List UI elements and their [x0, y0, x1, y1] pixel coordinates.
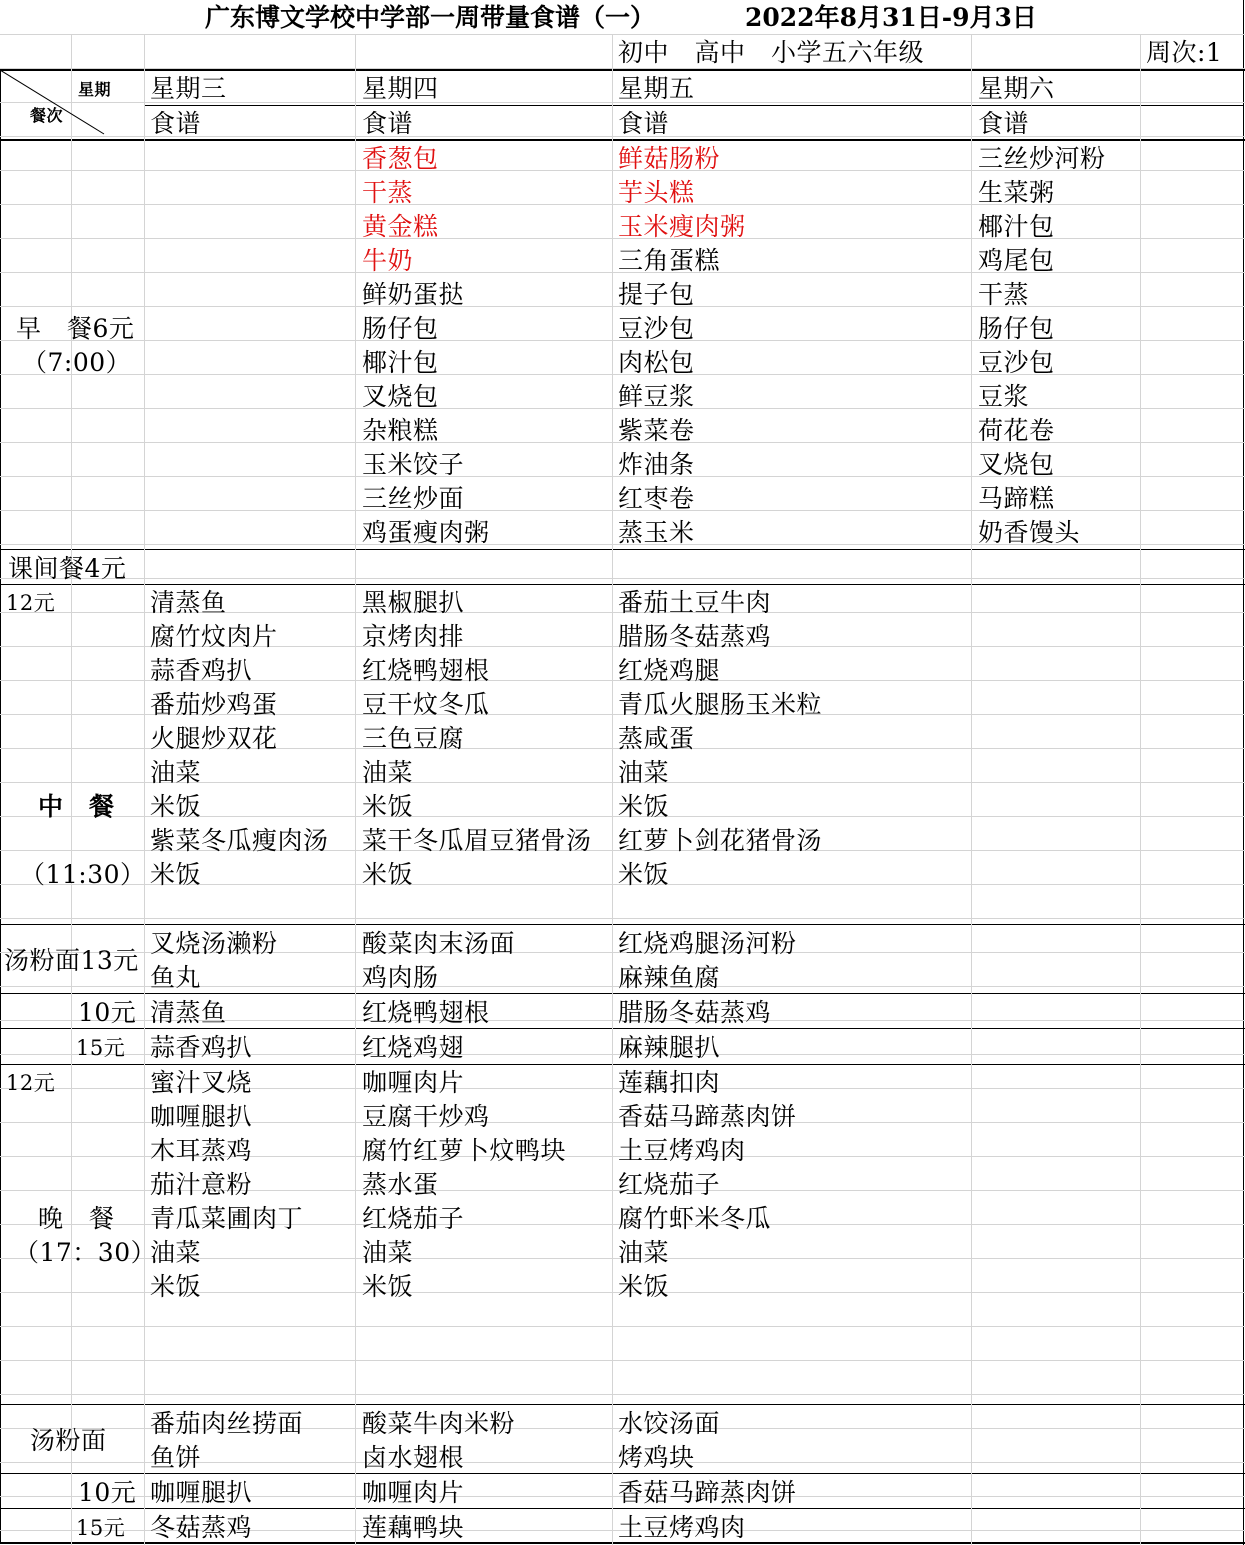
day-header-fri: 星期五 — [618, 74, 695, 103]
breakfast-time: （7:00） — [22, 348, 132, 377]
recipe-label-fri: 食谱 — [618, 109, 670, 138]
lunch-noodle-label: 汤粉面13元 — [4, 946, 139, 975]
table-border — [0, 1404, 1245, 1405]
breakfast-sat-dish: 奶香馒头 — [978, 518, 1081, 547]
lunch-thu-dish: 米饭 — [362, 860, 414, 889]
lunch-wed-dish: 紫菜冬瓜瘦肉汤 — [150, 826, 329, 855]
breakfast-thu-dish: 玉米饺子 — [362, 450, 465, 479]
breakfast-thu-dish: 牛奶 — [362, 246, 414, 275]
dinner-wed-dish: 米饭 — [150, 1272, 202, 1301]
breakfast-fri-dish: 肉松包 — [618, 348, 695, 377]
snack-label: 课间餐4元 — [8, 554, 127, 583]
dinner-thu-dish: 油菜 — [362, 1238, 414, 1267]
grid-line — [0, 918, 1245, 919]
breakfast-sat-dish: 鸡尾包 — [978, 246, 1055, 275]
breakfast-thu-dish: 肠仔包 — [362, 314, 439, 343]
breakfast-label: 早 餐6元 — [16, 314, 135, 343]
dinner-thu-dish: 咖喱肉片 — [362, 1068, 465, 1097]
dinner-noodle-wed-dish: 番茄肉丝捞面 — [150, 1409, 304, 1438]
lunch-thu-dish: 米饭 — [362, 792, 414, 821]
lunch-noodle-fri-dish: 麻辣鱼腐 — [618, 963, 721, 992]
dinner-noodle-thu-dish: 酸菜牛肉米粉 — [362, 1409, 516, 1438]
lunch-wed-dish: 火腿炒双花 — [150, 724, 278, 753]
table-border — [1243, 0, 1244, 1545]
grid-line — [1140, 34, 1141, 1545]
breakfast-fri-dish: 玉米瘦肉粥 — [618, 212, 746, 241]
dinner-noodle-wed-dish: 鱼饼 — [150, 1443, 202, 1472]
grid-line — [0, 1326, 1245, 1327]
lunch-fri-dish: 油菜 — [618, 758, 670, 787]
lunch-noodle-wed-dish: 鱼丸 — [150, 963, 202, 992]
dinner-fri-dish: 香菇马蹄蒸肉饼 — [618, 1102, 797, 1131]
grid-line — [355, 34, 356, 1545]
table-border — [0, 69, 1, 1544]
dinner-noodle-label: 汤粉面 — [30, 1426, 107, 1455]
grid-line — [0, 1360, 1245, 1361]
lunch-fri-dish: 腊肠冬菇蒸鸡 — [618, 622, 772, 651]
header-meal-label: 餐次 — [30, 106, 64, 125]
date-range: 2022年8月31日-9月3日 — [745, 3, 1037, 32]
dinner-wed-dish: 木耳蒸鸡 — [150, 1136, 253, 1165]
lunch-wed-dish: 油菜 — [150, 758, 202, 787]
grade-levels: 初中 高中 小学五六年级 — [618, 38, 925, 67]
breakfast-fri-dish: 豆沙包 — [618, 314, 695, 343]
grid-line — [0, 1394, 1245, 1395]
dinner-wed-dish: 咖喱腿扒 — [150, 1102, 253, 1131]
lunch-fri-dish: 红萝卜剑花猪骨汤 — [618, 826, 823, 855]
dinner-wed-dish: 蜜汁叉烧 — [150, 1068, 253, 1097]
dinner-price: 12元 — [6, 1071, 56, 1095]
lunch-15-thu-dish: 红烧鸡翅 — [362, 1033, 465, 1062]
dinner-noodle-fri-dish: 水饺汤面 — [618, 1409, 721, 1438]
breakfast-sat-dish: 荷花卷 — [978, 416, 1055, 445]
lunch-10-thu-dish: 红烧鸭翅根 — [362, 998, 490, 1027]
dinner-15-wed-dish: 冬菇蒸鸡 — [150, 1513, 253, 1542]
dinner-10-wed-dish: 咖喱腿扒 — [150, 1478, 253, 1507]
day-header-sat: 星期六 — [978, 74, 1055, 103]
dinner-wed-dish: 青瓜菜圃肉丁 — [150, 1204, 304, 1233]
lunch-fri-dish: 米饭 — [618, 792, 670, 821]
lunch-thu-dish: 油菜 — [362, 758, 414, 787]
lunch-15-price: 15元 — [76, 1036, 126, 1060]
lunch-thu-dish: 京烤肉排 — [362, 622, 465, 651]
header-weekday-label: 星期 — [78, 80, 112, 99]
recipe-label-thu: 食谱 — [362, 109, 414, 138]
lunch-noodle-wed-dish: 叉烧汤濑粉 — [150, 929, 278, 958]
breakfast-sat-dish: 叉烧包 — [978, 450, 1055, 479]
breakfast-fri-dish: 蒸玉米 — [618, 518, 695, 547]
table-border — [0, 924, 1245, 925]
breakfast-sat-dish: 豆浆 — [978, 382, 1030, 411]
breakfast-fri-dish: 炸油条 — [618, 450, 695, 479]
diagonal-header — [0, 70, 144, 140]
lunch-15-wed-dish: 蒜香鸡扒 — [150, 1033, 253, 1062]
breakfast-sat-dish: 三丝炒河粉 — [978, 144, 1106, 173]
dinner-thu-dish: 豆腐干炒鸡 — [362, 1102, 490, 1131]
lunch-fri-dish: 红烧鸡腿 — [618, 656, 721, 685]
dinner-noodle-thu-dish: 卤水翅根 — [362, 1443, 465, 1472]
lunch-thu-dish: 红烧鸭翅根 — [362, 656, 490, 685]
dinner-label: 晚 餐 — [38, 1204, 115, 1233]
breakfast-thu-dish: 鲜奶蛋挞 — [362, 280, 465, 309]
lunch-wed-dish: 蒜香鸡扒 — [150, 656, 253, 685]
breakfast-sat-dish: 马蹄糕 — [978, 484, 1055, 513]
dinner-10-thu-dish: 咖喱肉片 — [362, 1478, 465, 1507]
menu-title: 广东博文学校中学部一周带量食谱（一） — [205, 3, 656, 32]
lunch-fri-dish: 蒸咸蛋 — [618, 724, 695, 753]
breakfast-fri-dish: 鲜豆浆 — [618, 382, 695, 411]
dinner-thu-dish: 红烧茄子 — [362, 1204, 465, 1233]
lunch-fri-dish: 番茄土豆牛肉 — [618, 588, 772, 617]
lunch-wed-dish: 腐竹炆肉片 — [150, 622, 278, 651]
lunch-10-price: 10元 — [78, 998, 137, 1027]
breakfast-thu-dish: 干蒸 — [362, 178, 414, 207]
dinner-time: （17：30） — [14, 1238, 157, 1267]
lunch-10-wed-dish: 清蒸鱼 — [150, 998, 227, 1027]
breakfast-sat-dish: 肠仔包 — [978, 314, 1055, 343]
breakfast-thu-dish: 香葱包 — [362, 144, 439, 173]
lunch-noodle-fri-dish: 红烧鸡腿汤河粉 — [618, 929, 797, 958]
dinner-wed-dish: 油菜 — [150, 1238, 202, 1267]
breakfast-sat-dish: 豆沙包 — [978, 348, 1055, 377]
lunch-noodle-thu-dish: 鸡肉肠 — [362, 963, 439, 992]
dinner-thu-dish: 腐竹红萝卜炆鸭块 — [362, 1136, 567, 1165]
grid-line — [0, 34, 1245, 35]
lunch-thu-dish: 黑椒腿扒 — [362, 588, 465, 617]
lunch-wed-dish: 米饭 — [150, 792, 202, 821]
table-border — [0, 584, 1245, 585]
day-header-wed: 星期三 — [150, 74, 227, 103]
breakfast-fri-dish: 芋头糕 — [618, 178, 695, 207]
dinner-fri-dish: 油菜 — [618, 1238, 670, 1267]
recipe-label-sat: 食谱 — [978, 109, 1030, 138]
breakfast-fri-dish: 鲜菇肠粉 — [618, 144, 721, 173]
lunch-noodle-thu-dish: 酸菜肉末汤面 — [362, 929, 516, 958]
lunch-10-fri-dish: 腊肠冬菇蒸鸡 — [618, 998, 772, 1027]
grid-line — [0, 578, 1245, 579]
dinner-15-thu-dish: 莲藕鸭块 — [362, 1513, 465, 1542]
grid-line — [612, 34, 613, 1545]
breakfast-fri-dish: 提子包 — [618, 280, 695, 309]
dinner-fri-dish: 土豆烤鸡肉 — [618, 1136, 746, 1165]
lunch-time: （11:30） — [20, 860, 146, 889]
lunch-thu-dish: 菜干冬瓜眉豆猪骨汤 — [362, 826, 592, 855]
dinner-10-price: 10元 — [78, 1478, 137, 1507]
lunch-wed-dish: 清蒸鱼 — [150, 588, 227, 617]
lunch-wed-dish: 米饭 — [150, 860, 202, 889]
breakfast-thu-dish: 鸡蛋瘦肉粥 — [362, 518, 490, 547]
grid-line — [144, 34, 145, 1545]
dinner-15-fri-dish: 土豆烤鸡肉 — [618, 1513, 746, 1542]
breakfast-thu-dish: 黄金糕 — [362, 212, 439, 241]
lunch-thu-dish: 三色豆腐 — [362, 724, 465, 753]
breakfast-fri-dish: 紫菜卷 — [618, 416, 695, 445]
dinner-fri-dish: 莲藕扣肉 — [618, 1068, 721, 1097]
recipe-label-wed: 食谱 — [150, 109, 202, 138]
breakfast-thu-dish: 椰汁包 — [362, 348, 439, 377]
breakfast-fri-dish: 红枣卷 — [618, 484, 695, 513]
dinner-15-price: 15元 — [76, 1516, 126, 1540]
breakfast-thu-dish: 杂粮糕 — [362, 416, 439, 445]
lunch-15-fri-dish: 麻辣腿扒 — [618, 1033, 721, 1062]
breakfast-sat-dish: 椰汁包 — [978, 212, 1055, 241]
day-header-thu: 星期四 — [362, 74, 439, 103]
breakfast-sat-dish: 生菜粥 — [978, 178, 1055, 207]
lunch-wed-dish: 番茄炒鸡蛋 — [150, 690, 278, 719]
dinner-10-fri-dish: 香菇马蹄蒸肉饼 — [618, 1478, 797, 1507]
lunch-label: 中 餐 — [38, 792, 115, 821]
dinner-fri-dish: 米饭 — [618, 1272, 670, 1301]
week-number: 周次:1 — [1146, 38, 1223, 67]
breakfast-sat-dish: 干蒸 — [978, 280, 1030, 309]
dinner-thu-dish: 蒸水蛋 — [362, 1170, 439, 1199]
dinner-noodle-fri-dish: 烤鸡块 — [618, 1443, 695, 1472]
dinner-thu-dish: 米饭 — [362, 1272, 414, 1301]
grid-line — [971, 34, 972, 1545]
dinner-fri-dish: 红烧茄子 — [618, 1170, 721, 1199]
lunch-fri-dish: 青瓜火腿肠玉米粒 — [618, 690, 823, 719]
lunch-thu-dish: 豆干炆冬瓜 — [362, 690, 490, 719]
breakfast-fri-dish: 三角蛋糕 — [618, 246, 721, 275]
dinner-fri-dish: 腐竹虾米冬瓜 — [618, 1204, 772, 1233]
lunch-fri-dish: 米饭 — [618, 860, 670, 889]
breakfast-thu-dish: 叉烧包 — [362, 382, 439, 411]
breakfast-thu-dish: 三丝炒面 — [362, 484, 465, 513]
lunch-price: 12元 — [6, 591, 56, 615]
dinner-wed-dish: 茄汁意粉 — [150, 1170, 253, 1199]
